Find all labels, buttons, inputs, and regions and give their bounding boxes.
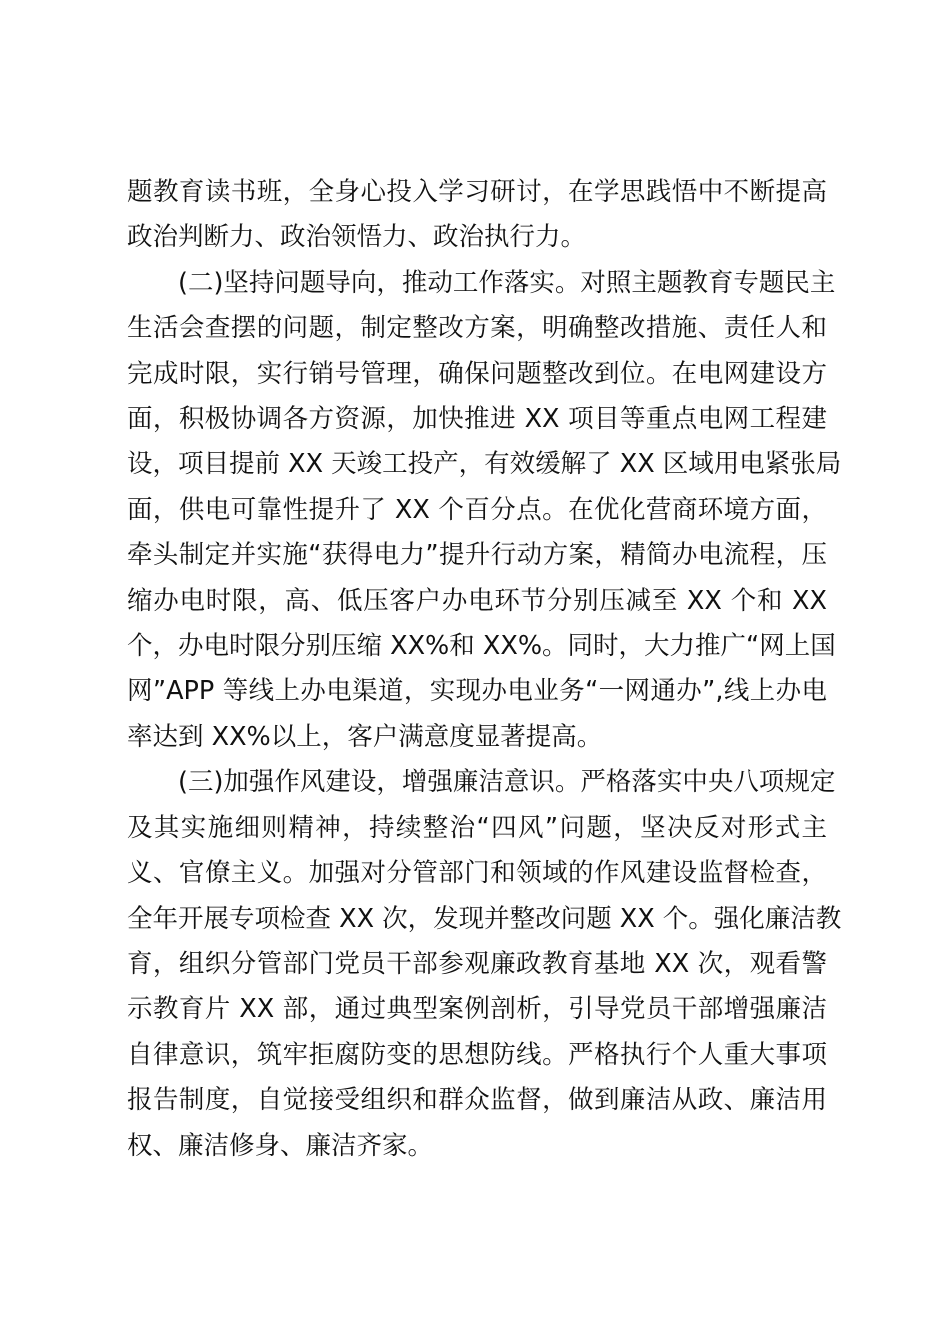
text-line: 牵头制定并实施“获得电力”提升行动方案，精简办电流程，压	[127, 540, 827, 571]
paragraph-1	[127, 170, 827, 261]
text-line: 网”APP 等线上办电渠道，实现办电业务“一网通办”,线上办电	[127, 676, 827, 707]
text-line: 及其实施细则精神，持续整治“四风”问题，坚决反对形式主	[127, 812, 827, 843]
text-line: 率达到 XX%以上，客户满意度显著提高。	[127, 721, 603, 752]
text-line: (二)坚持问题导向，推动工作落实。对照主题教育专题民主	[178, 267, 836, 298]
text-line: 题教育读书班，全身心投入学习研讨，在学思践悟中不断提高	[127, 177, 827, 207]
text-line: 全年开展专项检查 XX 次，发现并整改问题 XX 个。强化廉洁教	[127, 903, 842, 934]
text-line: 面，积极协调各方资源，加快推进 XX 项目等重点电网工程建	[127, 404, 827, 435]
paragraph-2	[127, 261, 842, 760]
text-line: 报告制度，自觉接受组织和群众监督，做到廉洁从政、廉洁用	[127, 1085, 827, 1116]
text-line: 生活会查摆的问题，制定整改方案，明确整改措施、责任人和	[127, 313, 827, 344]
text-line: 自律意识，筑牢拒腐防变的思想防线。严格执行个人重大事项	[127, 1039, 827, 1070]
text-line: 育，组织分管部门党员干部参观廉政教育基地 XX 次，观看警	[127, 948, 827, 979]
document-body	[127, 170, 842, 1169]
text-line: 示教育片 XX 部，通过典型案例剖析，引导党员干部增强廉洁	[127, 994, 827, 1025]
text-line: (三)加强作风建设，增强廉洁意识。严格落实中央八项规定	[178, 767, 836, 798]
text-line: 义、官僚主义。加强对分管部门和领域的作风建设监督检查，	[127, 858, 827, 889]
text-line: 个，办电时限分别压缩 XX%和 XX%。同时，大力推广“网上国	[127, 631, 836, 662]
paragraph-3	[127, 760, 842, 1169]
text-line: 缩办电时限，高、低压客户办电环节分别压减至 XX 个和 XX	[127, 585, 827, 616]
text-line: 权、廉洁修身、廉洁齐家。	[127, 1130, 434, 1161]
text-line: 完成时限，实行销号管理，确保问题整改到位。在电网建设方	[127, 358, 827, 389]
text-line: 设，项目提前 XX 天竣工投产，有效缓解了 XX 区域用电紧张局	[127, 449, 842, 480]
text-line: 面，供电可靠性提升了 XX 个百分点。在优化营商环境方面，	[127, 494, 827, 525]
text-line: 政治判断力、政治领悟力、政治执行力。	[127, 222, 587, 253]
